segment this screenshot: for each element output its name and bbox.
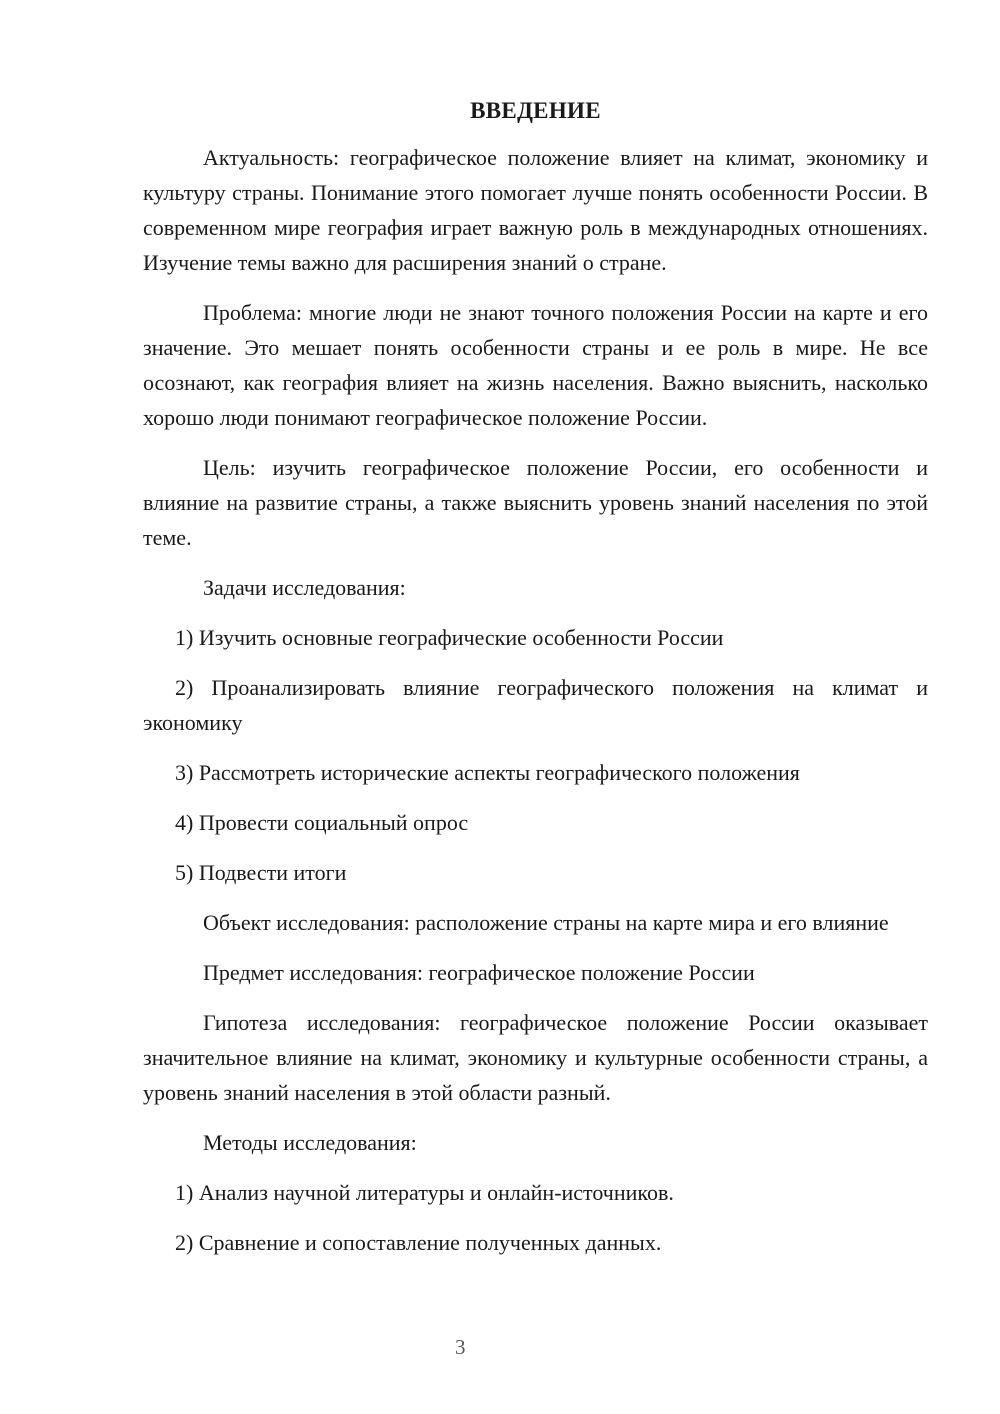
task-item-5: 5) Подвести итоги [175,860,347,885]
tasks-title: Задачи исследования: [203,575,406,600]
relevance-paragraph: Актуальность: географическое положение влияет на климат, экономику и культуру страны. Понимание этого помогает лучше понять особенности России. В современном мире география играет важную роль в международных отношениях. Изучение темы важно для расширения знаний о стране. [143,145,928,275]
document-body [143,96,928,1275]
page-number: 3 [455,1335,466,1359]
task-item-1: 1) Изучить основные географические особенности России [175,625,724,650]
problem-paragraph: Проблема: многие люди не знают точного положения России на карте и его значение. Это мешает понять особенности страны и ее роль в мире. Не все осознают, как география влияет на жизнь населения. Важно выяснить, насколько хорошо люди понимают географическое положение России. [143,300,928,430]
method-item-1: 1) Анализ научной литературы и онлайн-источников. [175,1180,674,1205]
methods-title: Методы исследования: [203,1130,417,1155]
section-heading: ВВЕДЕНИЕ [470,98,601,123]
task-item-4: 4) Провести социальный опрос [175,810,469,835]
subject-paragraph: Предмет исследования: географическое положение России [203,960,755,985]
task-item-2: 2) Проанализировать влияние географического положения на климат и экономику [143,675,928,735]
method-item-2: 2) Сравнение и сопоставление полученных данных. [175,1230,662,1255]
task-item-3: 3) Рассмотреть исторические аспекты географического положения [175,760,800,785]
object-paragraph: Объект исследования: расположение страны на карте мира и его влияние [203,910,889,935]
goal-paragraph: Цель: изучить географическое положение России, его особенности и влияние на развитие страны, а также выяснить уровень знаний населения по этой теме. [143,455,928,550]
hypothesis-paragraph: Гипотеза исследования: географическое положение России оказывает значительное влияние на климат, экономику и культурные особенности страны, а уровень знаний населения в этой области разный. [143,1010,928,1105]
